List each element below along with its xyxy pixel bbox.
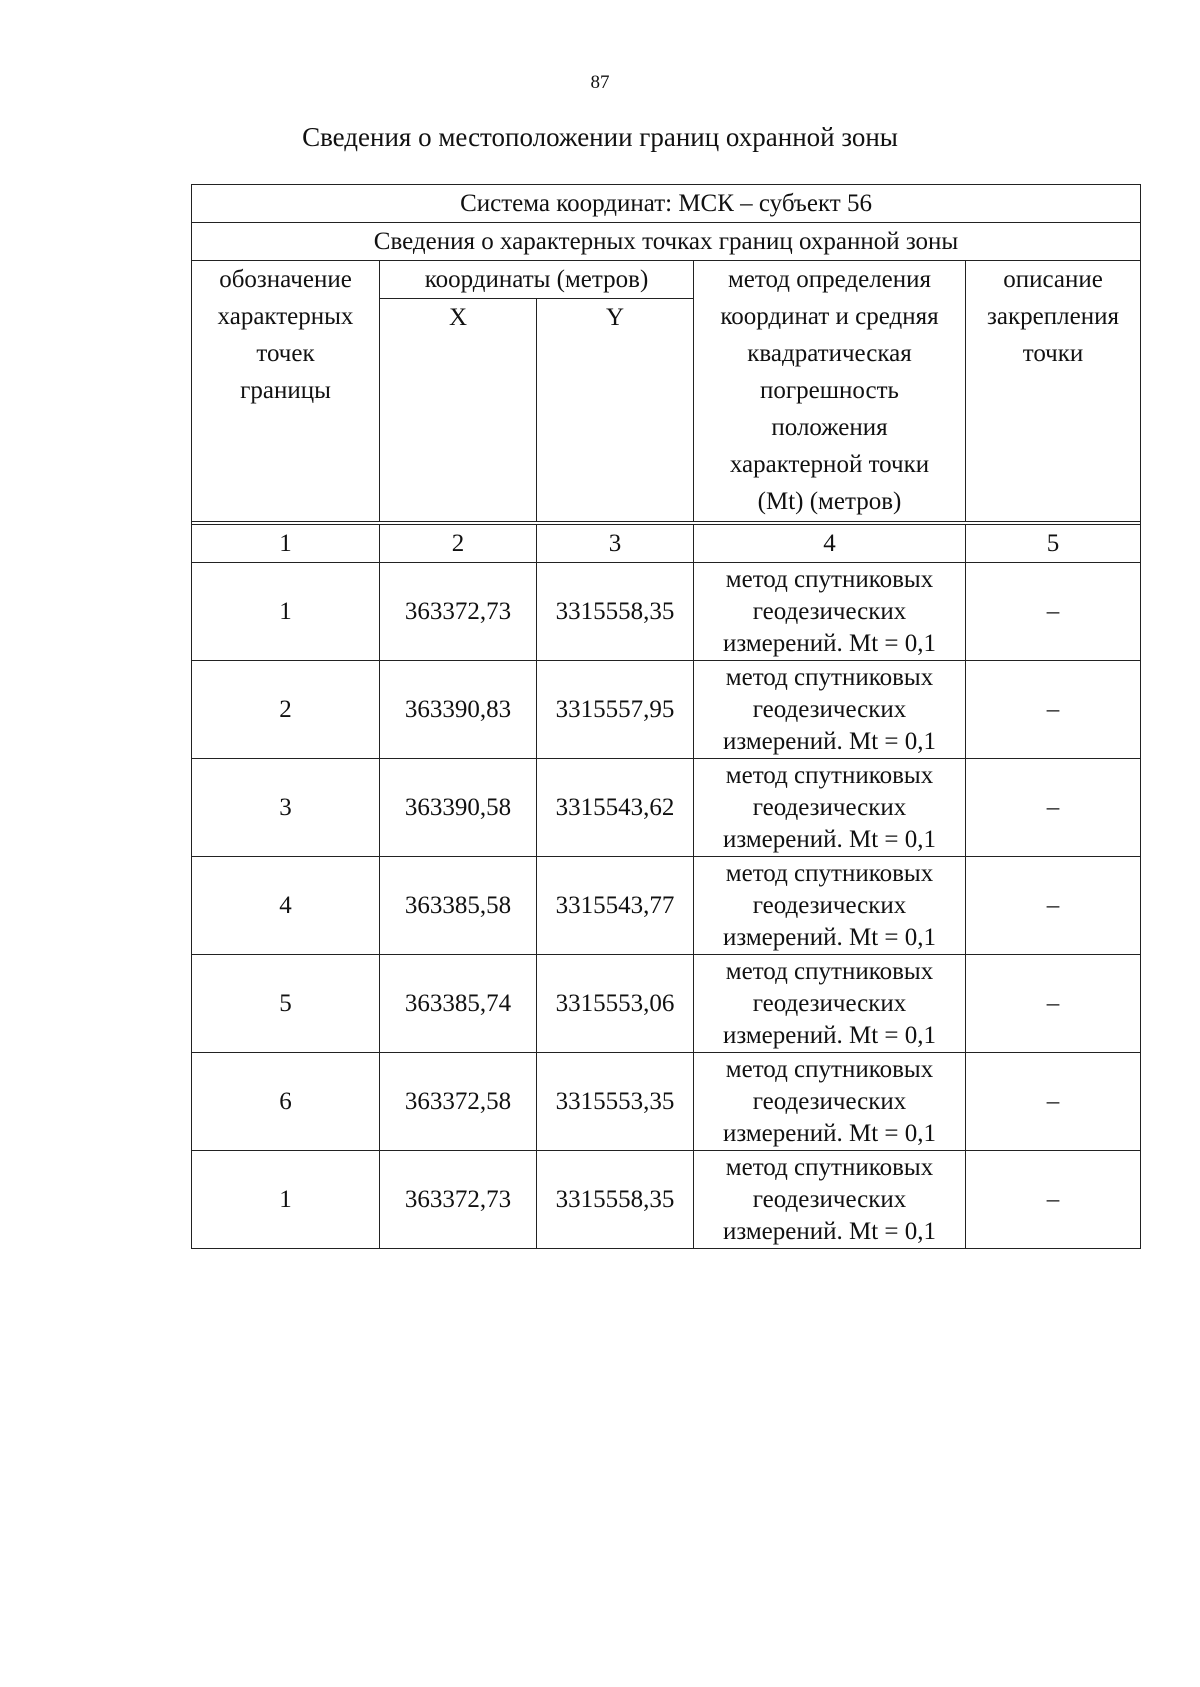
method-line: измерений. Mt = 0,1: [722, 923, 937, 951]
document-title: Сведения о местоположении границ охранной зоны: [302, 122, 898, 152]
method-line: геодезических: [752, 1185, 907, 1213]
y-cell: 3315557,95: [537, 661, 694, 759]
method-line: измерений. Mt = 0,1: [722, 629, 937, 657]
method-line: геодезических: [752, 989, 907, 1017]
method-line: измерений. Mt = 0,1: [722, 1021, 937, 1049]
x-cell: 363390,83: [380, 661, 537, 759]
header-y: Y: [537, 299, 694, 522]
header-method-line: (Mt) (метров): [757, 488, 902, 515]
method-cell: [694, 759, 966, 857]
point-cell: 6: [192, 1053, 380, 1151]
method-cell: [694, 955, 966, 1053]
method-cell: [694, 661, 966, 759]
method-line: геодезических: [752, 597, 907, 625]
method-line: геодезических: [752, 695, 907, 723]
x-cell: 363372,73: [380, 563, 537, 661]
description-cell: –: [966, 1151, 1141, 1249]
point-cell: 4: [192, 857, 380, 955]
header-description-line: описание: [1003, 266, 1103, 293]
column-number: 2: [380, 525, 537, 563]
header-description-line: закрепления: [987, 303, 1119, 330]
table-row: [192, 759, 1141, 857]
header-x: X: [380, 299, 537, 522]
method-line: геодезических: [752, 891, 907, 919]
method-line: метод спутниковых: [725, 1055, 934, 1083]
header-point-line: обозначение: [219, 266, 352, 293]
x-cell: 363385,74: [380, 955, 537, 1053]
method-line: измерений. Mt = 0,1: [722, 825, 937, 853]
method-cell: [694, 1151, 966, 1249]
method-line: метод спутниковых: [725, 565, 934, 593]
header-description-line: точки: [1022, 340, 1084, 367]
column-number: 5: [966, 525, 1141, 563]
method-line: метод спутниковых: [725, 859, 934, 887]
header-coordinates: координаты (метров): [380, 261, 694, 299]
method-line: метод спутниковых: [725, 761, 934, 789]
method-line: метод спутниковых: [725, 957, 934, 985]
header-row-1: [192, 261, 1141, 299]
y-cell: 3315553,35: [537, 1053, 694, 1151]
x-cell: 363372,73: [380, 1151, 537, 1249]
table-row: [192, 563, 1141, 661]
header-method-line: метод определения: [727, 266, 932, 293]
point-cell: 5: [192, 955, 380, 1053]
method-line: метод спутниковых: [725, 663, 934, 691]
method-cell: [694, 857, 966, 955]
table-row: [192, 1053, 1141, 1151]
header-method: [694, 261, 966, 522]
column-number: 4: [694, 525, 966, 563]
x-cell: 363372,58: [380, 1053, 537, 1151]
column-number-row: [192, 525, 1141, 563]
header-point-line: точек: [256, 340, 315, 367]
boundary-points-table: [191, 184, 1141, 1249]
header-method-line: положения: [771, 414, 888, 441]
method-line: метод спутниковых: [725, 1153, 934, 1181]
y-cell: 3315553,06: [537, 955, 694, 1053]
header-point-line: границы: [240, 377, 331, 404]
description-cell: –: [966, 857, 1141, 955]
method-line: измерений. Mt = 0,1: [722, 1119, 937, 1147]
description-cell: –: [966, 759, 1141, 857]
point-cell: 1: [192, 1151, 380, 1249]
header-method-line: погрешность: [760, 377, 899, 404]
description-cell: –: [966, 563, 1141, 661]
description-cell: –: [966, 955, 1141, 1053]
method-cell: [694, 563, 966, 661]
y-cell: 3315543,77: [537, 857, 694, 955]
point-cell: 1: [192, 563, 380, 661]
method-line: измерений. Mt = 0,1: [722, 727, 937, 755]
table-row: [192, 857, 1141, 955]
method-cell: [694, 1053, 966, 1151]
header-point-designation: [192, 261, 380, 522]
table-row: [192, 1151, 1141, 1249]
header-method-line: характерной точки: [729, 451, 930, 478]
page-number: 87: [590, 72, 610, 93]
coordinate-system-cell: Система координат: МСК – субъект 56: [192, 185, 1141, 223]
subtitle-row: [192, 223, 1141, 261]
y-cell: 3315543,62: [537, 759, 694, 857]
method-line: геодезических: [752, 1087, 907, 1115]
method-line: геодезических: [752, 793, 907, 821]
y-cell: 3315558,35: [537, 563, 694, 661]
method-line: измерений. Mt = 0,1: [722, 1217, 937, 1245]
x-cell: 363390,58: [380, 759, 537, 857]
header-method-line: квадратическая: [747, 340, 912, 367]
y-cell: 3315558,35: [537, 1151, 694, 1249]
system-row: [192, 185, 1141, 223]
description-cell: –: [966, 661, 1141, 759]
header-method-line: координат и средняя: [720, 303, 939, 330]
header-description: [966, 261, 1141, 522]
table-row: [192, 661, 1141, 759]
description-cell: –: [966, 1053, 1141, 1151]
table-row: [192, 955, 1141, 1053]
point-cell: 2: [192, 661, 380, 759]
column-number: 3: [537, 525, 694, 563]
point-cell: 3: [192, 759, 380, 857]
header-point-line: характерных: [217, 303, 354, 330]
column-number: 1: [192, 525, 380, 563]
table-body: [192, 185, 1141, 1249]
x-cell: 363385,58: [380, 857, 537, 955]
table-subtitle-cell: Сведения о характерных точках границ охранной зоны: [192, 223, 1141, 261]
